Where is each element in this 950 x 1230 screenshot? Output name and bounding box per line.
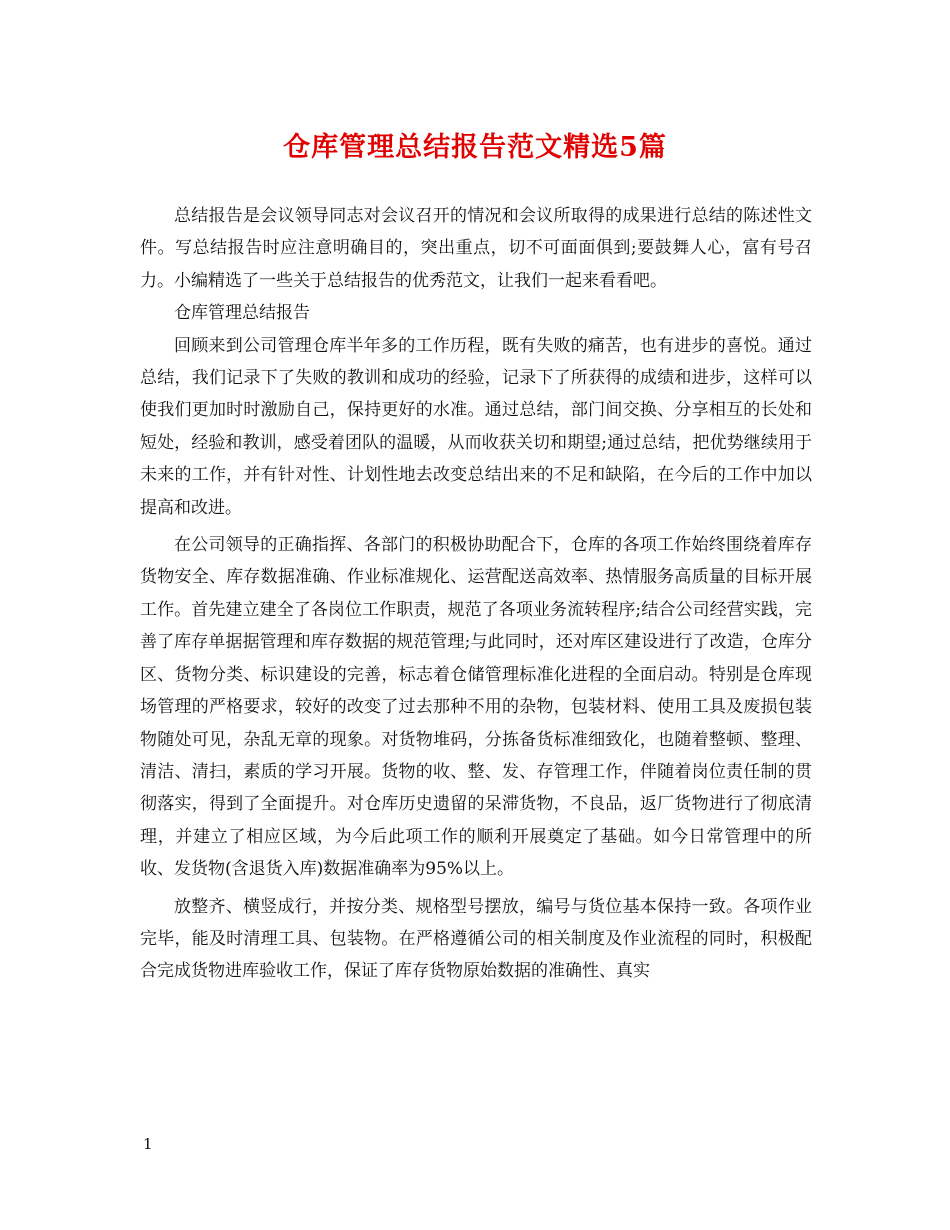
paragraph-review: 回顾来到公司管理仓库半年多的工作历程，既有失败的痛苦，也有进步的喜悦。通过总结，我们记录下了失败的教训和成功的经验，记录下了所获得的成绩和进步，这样可以使我们更加时时激励自己，保持更好的水准。通过总结，部门间交换、分享相互的长处和短处，经验和教训，感受着团队的温暖，从而收获关切和期望;通过总结，把优势继续用于未来的工作，并有针对性、计划性地去改变总结出来的不足和缺陷，在今后的工作中加以提高和改进。 xyxy=(140,335,812,518)
section-heading: 仓库管理总结报告 xyxy=(174,303,310,324)
paragraph-stacking: 放整齐、横竖成行，并按分类、规格型号摆放，编号与货位基本保持一致。各项作业完毕，能及时清理工具、包装物。在严格遵循公司的相关制度及作业流程的同时，积极配合完成货物进库验收工作，保证了库存货物原始数据的准确性、真实 xyxy=(140,896,812,982)
paragraph-work: 在公司领导的正确指挥、各部门的积极协助配合下，仓库的各项工作始终围绕着库存货物安全、库存数据准确、作业标准规化、运营配送高效率、热情服务高质量的目标开展工作。首先建立建全了各岗位工作职责，规范了各项业务流转程序;结合公司经营实践，完善了库存单据据管理和库存数据的规范管理;与此同时，还对库区建设进行了改造，仓库分区、货物分类、标识建设的完善，标志着仓储管理标准化进程的全面启动。特别是仓库现场管理的严格要求，较好的改变了过去那种不用的杂物，包装材料、使用工具及废损包装物随处可见，杂乱无章的现象。对货物堆码，分拣备货标准细致化，也随着整顿、整理、清洁、清扫，素质的学习开展。货物的收、整、发、存管理工作，伴随着岗位责任制的贯彻落实，得到了全面提升。对仓库历史遗留的呆滞货物，不良品，返厂货物进行了彻底清理，并建立了相应区域，为今后此项工作的顺利开展奠定了基础。如今日常管理中的所收、发货物(含退货入库)数据准确率为95%以上。 xyxy=(140,535,812,880)
document-title: 仓库管理总结报告范文精选5篇 xyxy=(283,132,667,163)
document-body xyxy=(140,200,812,988)
paragraph-intro: 总结报告是会议领导同志对会议召开的情况和会议所取得的成果进行总结的陈述性文件。写总结报告时应注意明确目的，突出重点，切不可面面俱到;要鼓舞人心，富有号召力。小编精选了一些关于总结报告的优秀范文，让我们一起来看看吧。 xyxy=(140,206,812,291)
page-number: 1 xyxy=(143,1135,153,1153)
